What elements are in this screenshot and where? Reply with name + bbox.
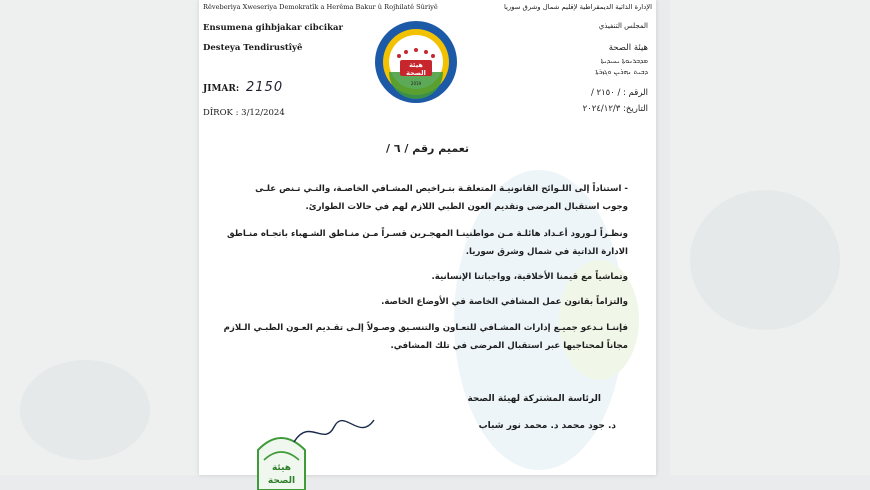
paragraph-3: وتماشياً مع قيمنا الأخلاقية، وواجباتنا الإنسانية.: [431, 272, 628, 282]
stamp-text-bottom: الصحة: [267, 476, 296, 486]
kurdish-admin-name: Rêveberiya Xweseriya Demokratîk a Herêma Bakur û Rojhilatê Sûriyê: [203, 3, 438, 11]
jimar-label: JIMAR:: [203, 84, 240, 94]
arabic-council-name: المجلس التنفيذي: [598, 22, 648, 30]
document-page: [199, 0, 656, 486]
arabic-authority-name: هيئة الصحة: [608, 43, 648, 53]
handwritten-signature: [289, 412, 379, 452]
arabic-date-label: التاريخ: ٢٠٢٤/١٢/٣: [582, 104, 648, 114]
stamp-text-top: هيئة: [271, 463, 292, 473]
syriac-line-2: ܕܒܝܬ ܢܗܪܝܢ ܘܓܙܪܬܐ: [595, 68, 648, 76]
paragraph-2-line-1: ونظـراً لـورود أعـداد هائلـة مـن مواطنينـا المهجـرين قسـراً مـن منـاطق الشـهباء باتجـاه منـاطق: [227, 229, 628, 239]
seal-text-bottom: الصحة: [406, 69, 426, 77]
background-blur-shape: [20, 360, 150, 460]
signature-names: د. جود محمد د. محمد نور شباب: [478, 421, 616, 431]
circular-title: تعميم رقم / ٦ /: [385, 142, 470, 155]
handwritten-number: 2150: [246, 80, 284, 95]
seal-year: 2019: [410, 81, 422, 86]
paragraph-4: والتزاماً بقانون عمل المشافي الخاصة في الأوضاع الخاصة.: [381, 297, 628, 307]
kurdish-council-name: Ensumena gihbjakar cibcikar: [203, 23, 344, 33]
dirok-label: DÎROK : 3/12/2024: [203, 108, 285, 118]
arabic-admin-name: الإدارة الذاتية الديمقراطية لإقليم شمال وشرق سوريا: [503, 3, 652, 11]
background-blur-shape: [690, 190, 840, 330]
paragraph-5-line-2: مجاناً لمحتاجيها عبر استقبال المرضى في تلك المشافي.: [390, 341, 628, 351]
syriac-line-1: ܡܕܒܪܢܘܬܐ ܝܚܝܕܝܬܐ: [600, 57, 648, 65]
paragraph-1-line-2: وجوب استقبال المرضى وتقديم العون الطبي اللازم لهم في حالات الطوارئ.: [305, 202, 628, 212]
arabic-number-label: الرقم : / ٢١٥٠ /: [590, 88, 648, 98]
seal-text-top: هيئة: [409, 61, 423, 69]
paragraph-2-line-2: الادارة الذاتية في شمال وشرق سوريا.: [465, 247, 628, 257]
signature-title: الرئاسة المشتركة لهيئة الصحة: [467, 394, 601, 404]
paragraph-1-line-1: - استناداً إلى اللـوائح القانونيـة المتعلقـة بتـراخيص المشـافي الخاصـة، والتـي تـنص علـى: [255, 184, 628, 194]
paragraph-5-line-1: فإننـا نـدعو جميـع إدارات المشـافي للتعـاون والتنسـيق وصـولاً إلـى تقـديم العـون الطبـي الـلازم: [223, 323, 628, 333]
health-authority-seal: [374, 20, 458, 104]
kurdish-department-name: Desteya Tendirustîyê: [203, 43, 303, 53]
